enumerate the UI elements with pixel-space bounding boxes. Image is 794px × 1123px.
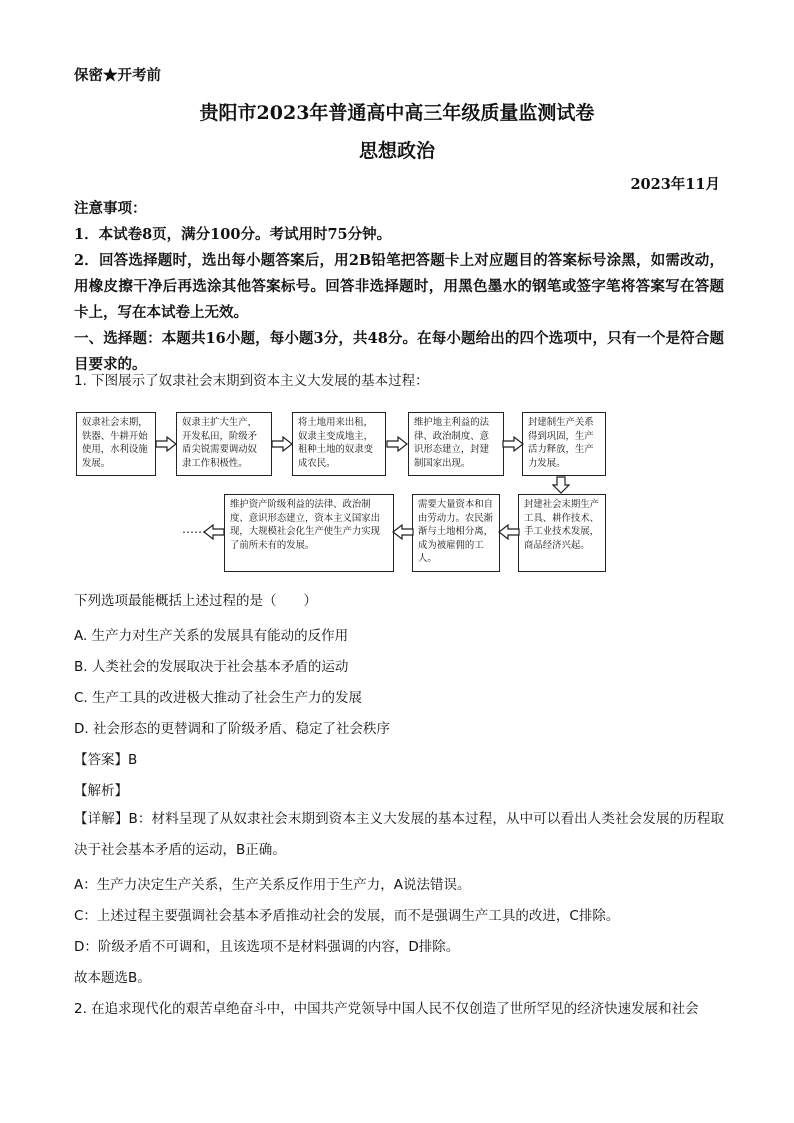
exam-title: 贵阳市2023年普通高中高三年级质量监测试卷 (199, 102, 595, 124)
instructions (74, 196, 724, 378)
instruction-item-2: 2．回答选择题时，选出每小题答案后，用2B铅笔把答题卡上对应题目的答案标号涂黑，如需改动，用橡皮擦干净后再选涂其他答案标号。回答非选择题时，用黑色墨水的钢笔或签字笔将答案写在答题卡上，写在本试卷上无效。 (74, 252, 724, 321)
subject-title: 思想政治 (358, 140, 435, 162)
option-b: B. 人类社会的发展取决于社会基本矛盾的运动 (74, 659, 349, 675)
section-heading: 一、选择题：本题共16小题，每小题3分，共48分。在每小题给出的四个选项中，只有一个是符合题目要求的。 (74, 330, 724, 373)
option-c: C. 生产工具的改进极大推动了社会生产力的发展 (74, 690, 363, 706)
flow-box-8: 维护资产阶级利益的法律、政治制度、意识形态建立，资本主义国家出现，大规模社会化生产使生产力实现了前所未有的发展。 (224, 494, 394, 572)
flow-box-7: 需要大量资本和自由劳动力。农民渐渐与土地相分离，成为被雇佣的工人。 (412, 494, 500, 572)
flow-box-5: 封建制生产关系得到巩固，生产活力释放，生产力发展。 (522, 412, 606, 476)
instructions-heading: 注意事项： (74, 200, 147, 217)
option-a: A. 生产力对生产关系的发展具有能动的反作用 (74, 628, 349, 644)
flow-ellipsis: …… (182, 522, 206, 536)
arrow-right-icon (386, 436, 408, 452)
arrow-right-icon (502, 436, 524, 452)
arrow-right-icon (271, 436, 293, 452)
flow-box-2: 奴隶主扩大生产，开发私田，阶级矛盾尖锐需要调动奴隶工作积极性。 (176, 412, 272, 476)
arrow-left-icon (498, 524, 520, 540)
analysis-label: 【解析】 (74, 783, 128, 799)
option-d: D. 社会形态的更替调和了阶级矛盾、稳定了社会秩序 (74, 721, 390, 737)
question-2-stem: 2. 在追求现代化的艰苦卓绝奋斗中，中国共产党领导中国人民不仅创造了世所罕见的经济快速发展和社会 (74, 1001, 699, 1017)
flow-box-4: 维护地主利益的法律、政治制度、意识形态建立，封建制国家出现。 (408, 412, 504, 476)
arrow-down-icon (552, 476, 570, 494)
flow-box-1: 奴隶社会末期，铁器、牛耕开始使用，水利设施发展。 (76, 412, 156, 476)
arrow-right-icon (155, 436, 177, 452)
arrow-left-icon (392, 524, 414, 540)
detail-explanation: 【详解】B：材料呈现了从奴隶社会末期到资本主义大发展的基本过程，从中可以看出人类社会发展的历程取决于社会基本矛盾的运动，B正确。 (74, 811, 724, 858)
instruction-item-1: 1．本试卷8页，满分100分。考试用时75分钟。 (74, 226, 392, 243)
explanation-d: D：阶级矛盾不可调和，且该选项不是材料强调的内容，D排除。 (74, 939, 460, 955)
flow-box-3: 将土地用来出租，奴隶主变成地主，租种土地的奴隶变成农民。 (292, 412, 386, 476)
explanation-c: C：上述过程主要强调社会基本矛盾推动社会的发展，而不是强调生产工具的改进，C排除。 (74, 908, 620, 924)
flow-diagram (76, 408, 608, 576)
flow-box-6: 封建社会末期生产工具、耕作技术、手工业技术发展，商品经济兴起。 (518, 494, 606, 572)
explanation-a: A：生产力决定生产关系，生产关系反作用于生产力，A说法错误。 (74, 877, 471, 893)
arrow-left-icon (203, 524, 225, 540)
exam-date: 2023年11月 (630, 176, 720, 193)
conclusion: 故本题选B。 (74, 970, 151, 986)
question-1-prompt: 下列选项最能概括上述过程的是（ ） (74, 593, 317, 609)
answer-label: 【答案】B (74, 752, 138, 768)
question-1-stem (74, 370, 724, 392)
confidential-mark: 保密★开考前 (74, 67, 161, 84)
question-1-stem-text: 1. 下图展示了奴隶社会末期到资本主义大发展的基本过程： (74, 373, 429, 389)
